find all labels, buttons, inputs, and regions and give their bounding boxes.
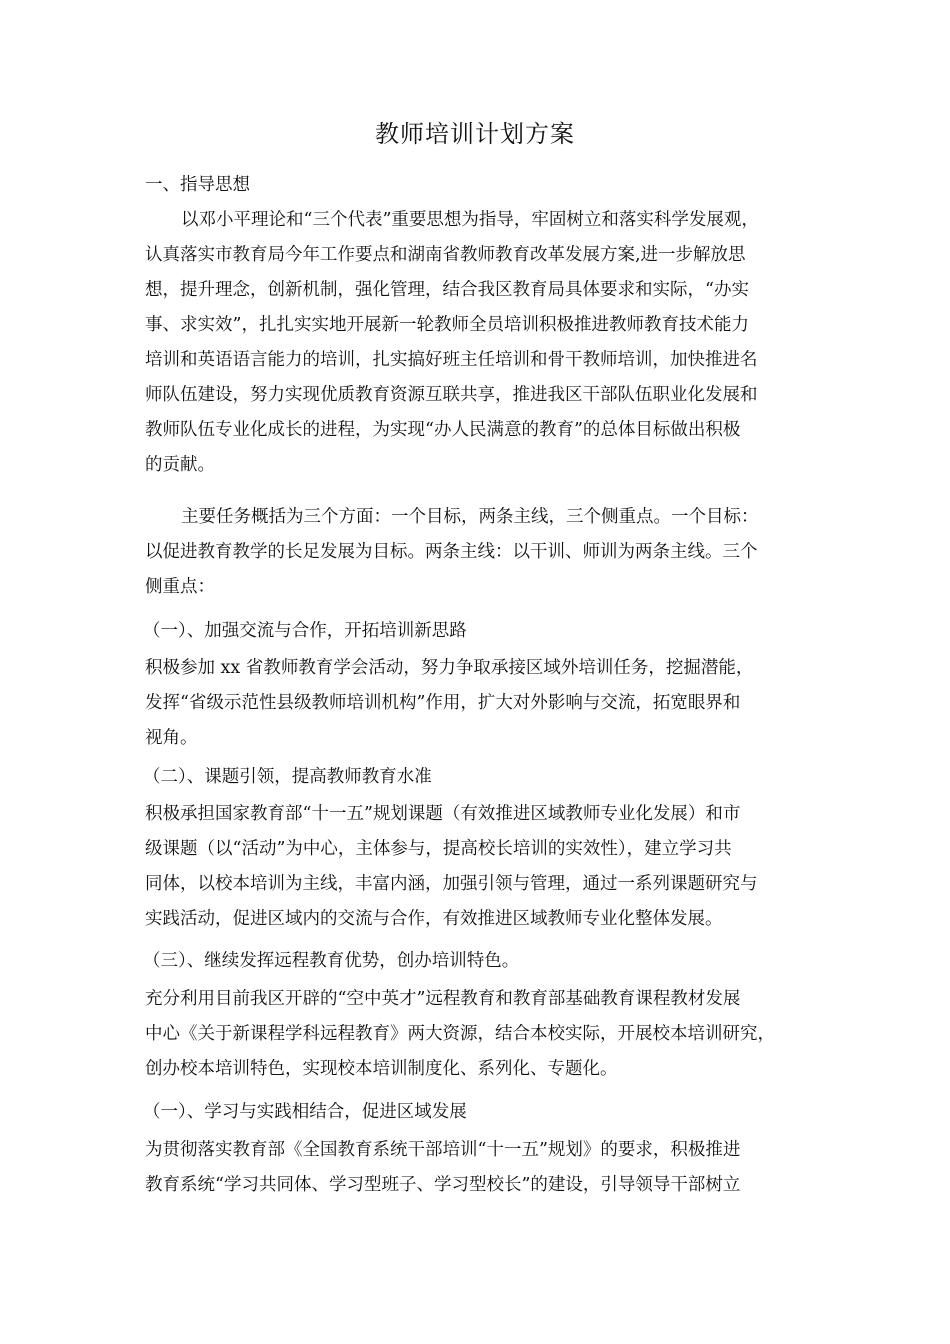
paragraph-line: 的贡献。 bbox=[145, 455, 215, 475]
paragraph-line: 认真落实市教育局今年工作要点和湖南省教师教育改革发展方案,进一步解放思 bbox=[145, 245, 746, 265]
paragraph-line: 视角。 bbox=[145, 728, 198, 748]
paragraph-line: 主要任务概括为三个方面：一个目标，两条主线，三个侧重点。一个目标： bbox=[181, 507, 759, 527]
paragraph-line: 师队伍建设，努力实现优质教育资源互联共享，推进我区干部队伍职业化发展和 bbox=[145, 385, 758, 405]
paragraph-line: 中心《关于新课程学科远程教育》两大资源，结合本校实际，开展校本培训研究， bbox=[145, 1024, 775, 1044]
paragraph-line: 培训和英语语言能力的培训，扎实搞好班主任培训和骨干教师培训，加快推进名 bbox=[145, 350, 758, 370]
paragraph-line: 积极承担国家教育部“十一五”规划课题（有效推进区域教师专业化发展）和市 bbox=[145, 804, 741, 824]
subsection-heading: （二）、课题引领，提高教师教育水准 bbox=[143, 767, 432, 787]
document-title: 教师培训计划方案 bbox=[375, 120, 575, 148]
paragraph-line: 实践活动，促进区域内的交流与合作，有效推进区域教师专业化整体发展。 bbox=[145, 909, 723, 929]
paragraph-line: 级课题（以“活动”为中心，主体参与，提高校长培训的实效性），建立学习共 bbox=[145, 839, 732, 859]
paragraph-line: 同体，以校本培训为主线，丰富内涵，加强引领与管理，通过一系列课题研究与 bbox=[145, 874, 758, 894]
paragraph-line: 事、求实效”，扎扎实实地开展新一轮教师全员培训积极推进教师教育技术能力 bbox=[145, 315, 749, 335]
paragraph-line: 想，提升理念，创新机制，强化管理，结合我区教育局具体要求和实际，“办实 bbox=[145, 280, 749, 300]
section-heading-guiding-ideology: 一、指导思想 bbox=[145, 175, 250, 195]
paragraph-line: 积极参加 xx 省教师教育学会活动，努力争取承接区域外培训任务，挖掘潜能， bbox=[145, 658, 754, 678]
paragraph-line: 以促进教育教学的长足发展为目标。两条主线：以干训、师训为两条主线。三个 bbox=[145, 542, 758, 562]
paragraph-line: 创办校本培训特色，实现校本培训制度化、系列化、专题化。 bbox=[145, 1059, 618, 1079]
subsection-heading: （一）、学习与实践相结合，促进区域发展 bbox=[143, 1102, 467, 1122]
paragraph-line: 为贯彻落实教育部《全国教育系统干部培训“十一五”规划》的要求，积极推进 bbox=[145, 1140, 741, 1160]
subsection-heading: （三）、继续发挥远程教育优势，创办培训特色。 bbox=[143, 951, 520, 971]
paragraph-line: 教师队伍专业化成长的进程，为实现“办人民满意的教育”的总体目标做出积极 bbox=[145, 420, 741, 440]
paragraph-line: 发挥“省级示范性县级教师培训机构”作用，扩大对外影响与交流，拓宽眼界和 bbox=[145, 693, 741, 713]
paragraph-line: 教育系统“学习共同体、学习型班子、学习型校长”的建设，引导领导干部树立 bbox=[145, 1175, 741, 1195]
paragraph-line: 以邓小平理论和“三个代表”重要思想为指导，牢固树立和落实科学发展观， bbox=[181, 210, 759, 230]
subsection-heading: （一）、加强交流与合作，开拓培训新思路 bbox=[143, 621, 467, 641]
paragraph-line: 侧重点： bbox=[145, 577, 215, 597]
paragraph-line: 充分利用目前我区开辟的“空中英才”远程教育和教育部基础教育课程教材发展 bbox=[145, 989, 741, 1009]
